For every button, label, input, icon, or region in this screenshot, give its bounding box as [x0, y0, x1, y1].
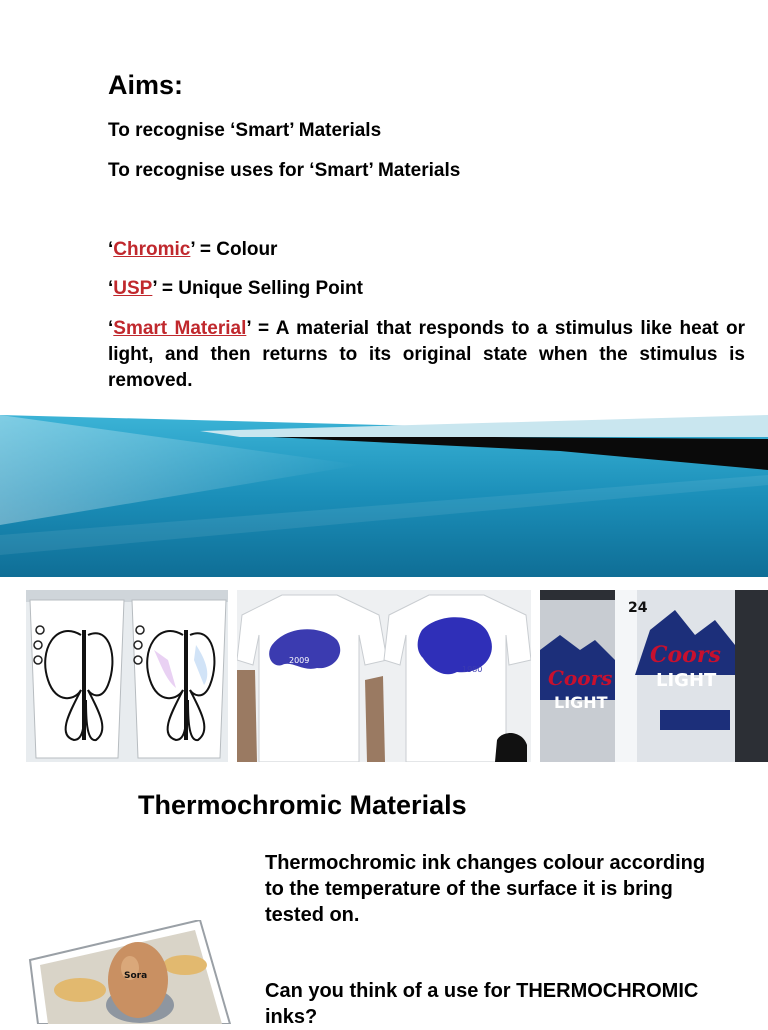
quote-open: ‘	[108, 278, 114, 299]
photo-thermochromic-tshirts	[237, 590, 531, 762]
can-number: 24	[628, 600, 648, 616]
egg-stamp-text: Sora	[124, 971, 148, 981]
photo-thermochromic-egg	[20, 920, 240, 1024]
quote-open: ‘	[108, 239, 114, 260]
aim-item-2: To recognise uses for ‘Smart’ Materials	[108, 160, 461, 181]
definition-chromic-text: ’ = Colour	[190, 239, 278, 260]
quote-open: ‘	[108, 318, 114, 339]
can-brand-light-1: LIGHT	[554, 693, 608, 712]
shirt-year-1: 2009	[289, 656, 310, 665]
decorative-banner	[0, 415, 768, 577]
thermochromic-description: Thermochromic ink changes colour according to the temperature of the surface it is bring tested on.	[265, 852, 706, 926]
shirt-year-2: 1980	[462, 665, 483, 674]
definition-smart-material	[108, 316, 745, 394]
photo-thermochromic-cans	[540, 590, 768, 762]
photo-thermochromic-cups	[26, 590, 228, 762]
term-smart-material: Smart Material	[113, 318, 247, 339]
definition-smart-text: ’ = A material that responds to a stimulus like heat or light, and then returns to its original state when the stimulus is removed.	[108, 318, 745, 391]
term-usp: USP	[113, 278, 153, 299]
can-brand-light-2: LIGHT	[656, 670, 717, 691]
thermochromic-question: Can you think of a use for THERMOCHROMIC inks?	[265, 980, 699, 1028]
thermochromic-title: Thermochromic Materials	[138, 790, 467, 820]
can-brand-1: Coors	[548, 666, 613, 690]
term-chromic: Chromic	[113, 239, 191, 260]
aim-item-1: To recognise ‘Smart’ Materials	[108, 120, 382, 141]
definition-usp-text: ’ = Unique Selling Point	[152, 278, 363, 299]
can-brand-2: Coors	[650, 642, 721, 668]
definition-usp	[108, 278, 363, 300]
definition-chromic	[108, 239, 277, 261]
aims-heading: Aims:	[108, 70, 184, 100]
